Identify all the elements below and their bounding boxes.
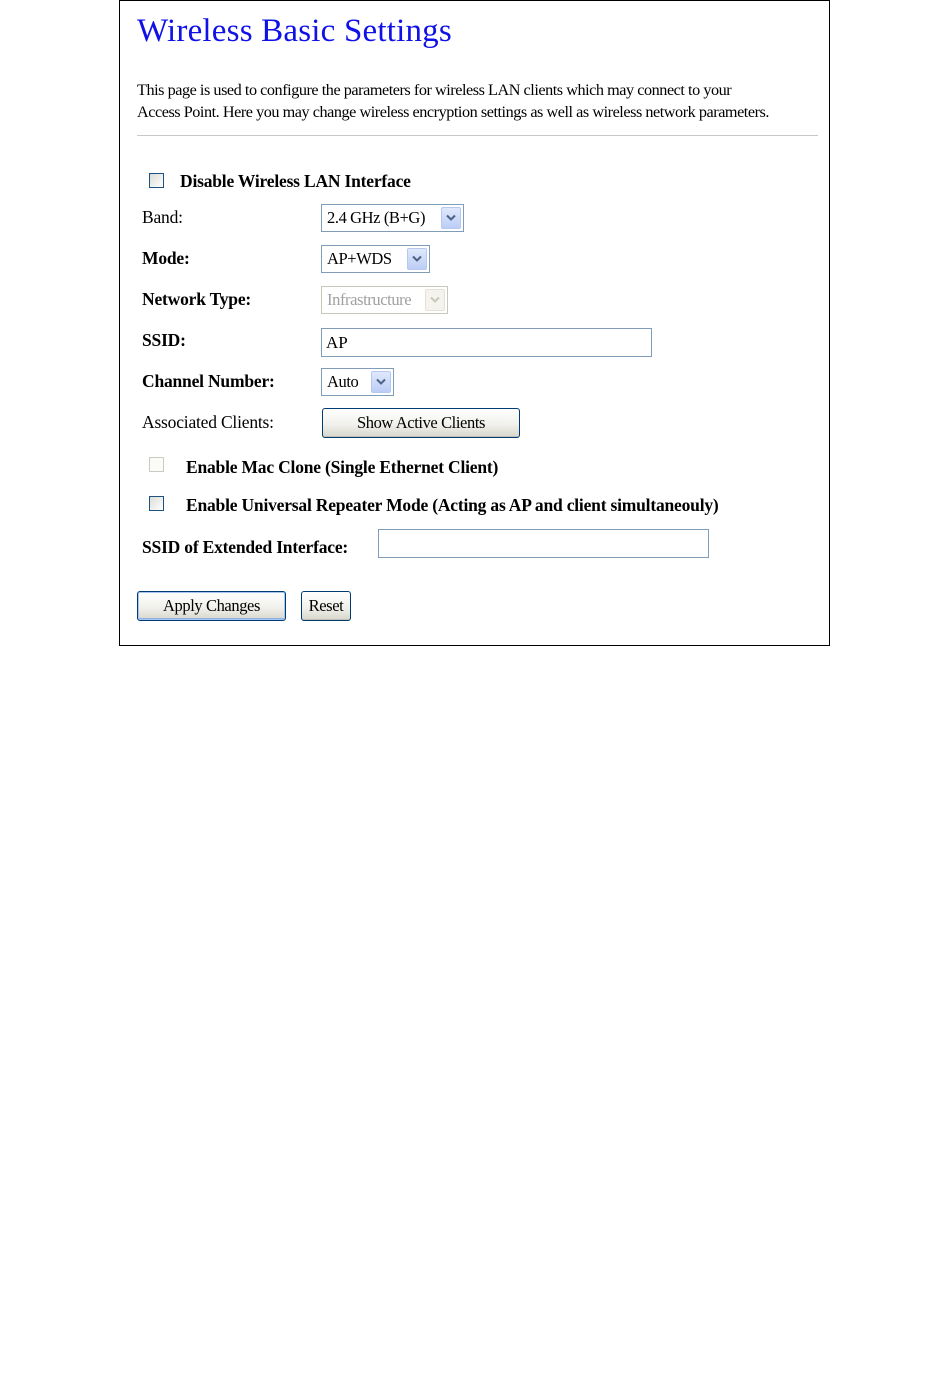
band-label: Band: xyxy=(142,207,183,227)
network-type-select-value: Infrastructure xyxy=(327,290,412,309)
band-select[interactable] xyxy=(321,204,464,232)
disable-wireless-label: Disable Wireless LAN Interface xyxy=(180,171,411,191)
disable-wireless-checkbox[interactable] xyxy=(149,173,164,188)
show-active-clients-button[interactable]: Show Active Clients xyxy=(322,408,520,438)
page-title: Wireless Basic Settings xyxy=(137,13,452,49)
mode-label: Mode: xyxy=(142,248,190,268)
description-line-1: This page is used to configure the parameters for wireless LAN clients which may connect to your xyxy=(137,81,732,99)
channel-number-select[interactable] xyxy=(321,368,394,396)
channel-number-select-value: Auto xyxy=(327,372,359,391)
mode-select[interactable] xyxy=(321,245,430,273)
extended-ssid-input[interactable] xyxy=(379,530,708,557)
apply-changes-button[interactable]: Apply Changes xyxy=(137,591,286,621)
band-select-value: 2.4 GHz (B+G) xyxy=(327,208,426,227)
extended-ssid-field[interactable] xyxy=(378,529,709,558)
reset-button[interactable]: Reset xyxy=(301,591,351,621)
ssid-field[interactable] xyxy=(321,328,652,357)
chevron-down-icon[interactable] xyxy=(407,248,427,270)
mac-clone-label: Enable Mac Clone (Single Ethernet Client) xyxy=(186,457,499,477)
chevron-down-icon[interactable] xyxy=(441,207,461,229)
divider xyxy=(137,135,818,136)
universal-repeater-label: Enable Universal Repeater Mode (Acting as AP and client simultaneouly) xyxy=(186,495,719,515)
page-description xyxy=(137,79,822,123)
ssid-label: SSID: xyxy=(142,330,186,350)
ssid-input[interactable] xyxy=(322,329,651,356)
settings-panel xyxy=(119,0,830,646)
associated-clients-label: Associated Clients: xyxy=(142,412,274,432)
network-type-select[interactable] xyxy=(321,286,448,314)
network-type-label: Network Type: xyxy=(142,289,252,309)
mac-clone-checkbox[interactable] xyxy=(149,457,164,472)
extended-ssid-label: SSID of Extended Interface: xyxy=(142,537,349,557)
description-line-2: Access Point. Here you may change wireless encryption settings as well as wireless network parameters. xyxy=(137,103,769,121)
universal-repeater-checkbox[interactable] xyxy=(149,496,164,511)
channel-number-label: Channel Number: xyxy=(142,371,275,391)
mode-select-value: AP+WDS xyxy=(327,249,392,268)
chevron-down-icon xyxy=(425,289,445,311)
chevron-down-icon[interactable] xyxy=(371,371,391,393)
